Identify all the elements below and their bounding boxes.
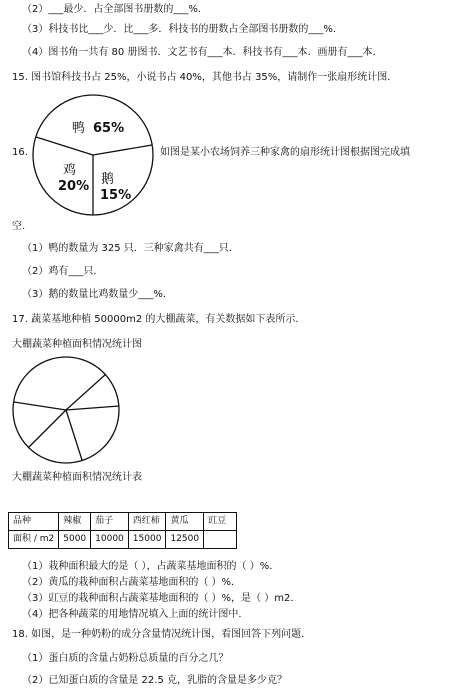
q17-part4: （4）把各种蔬菜的用地情况填入上面的统计图中． (22, 609, 249, 620)
q16-description-cont: 空． (12, 221, 32, 232)
q18-part1: （1）蛋白质的含量占奶粉总质量的百分之几？ (22, 653, 229, 664)
table-cell: 5000 (59, 531, 91, 549)
q17-part3: （3）豇豆的栽种面积占蔬菜基地面积的（ ）%，是（ ）m2． (22, 593, 301, 604)
q18-text: 18. 如图，是一种奶粉的成分含量情况统计图，看图回答下列问题． (12, 629, 312, 640)
table-cell: 15000 (128, 531, 166, 549)
q17-part1: （1）栽种面积最大的是（ ），占蔬菜基地面积的（ ）%． (22, 561, 280, 572)
q18-part2: （2）已知蛋白质的含量是 22.5 克，乳脂的含量是多少克？ (22, 675, 287, 686)
table-header-row (9, 513, 237, 531)
pie-value-duck: 65% (93, 121, 125, 136)
table-cell: 12500 (166, 531, 204, 549)
q17-chart-title: 大棚蔬菜种植面积情况统计图 (12, 339, 142, 350)
table-header-cell: 辣椒 (59, 513, 91, 531)
table-header-cell: 西红柿 (128, 513, 166, 531)
pie-value-goose: 15% (100, 188, 132, 203)
q16-part1: （1）鸭的数量为 325 只．三种家禽共有___只． (22, 243, 239, 254)
q17-empty-pie-chart (10, 354, 122, 466)
q14-part4: （4）图书角一共有 80 册图书．文艺书有___本．科技书有___本．画册有___本． (22, 47, 383, 58)
q14-part3: （3）科技书比___少．比___多．科技书的册数占全部图书册数的___%． (22, 24, 343, 35)
q17-data-table (8, 512, 237, 549)
q16-description: 如图是某小农场饲养三种家禽的扇形统计图根据图完成填 (160, 147, 410, 158)
table-header-cell: 品种 (9, 513, 59, 531)
q16-pie-chart (30, 92, 156, 218)
q15-text: 15. 图书馆科技书占 25%，小说书占 40%，其他书占 35%，请制作一张扇形统计图． (12, 72, 398, 83)
table-cell: 10000 (91, 531, 129, 549)
table-header-cell: 豇豆 (204, 513, 237, 531)
pie-label-goose: 鹅 (101, 172, 115, 187)
pie-label-duck: 鸭 (72, 121, 86, 136)
q17-table-title: 大棚蔬菜种植面积情况统计表 (12, 472, 142, 483)
q14-part2: （2）___最少．占全部图书册数的___%． (22, 4, 208, 15)
table-row (9, 531, 237, 549)
table-cell (204, 531, 237, 549)
q16-number: 16. (12, 147, 28, 158)
table-row-label: 面积 / m2 (9, 531, 59, 549)
table-header-cell: 黄瓜 (166, 513, 204, 531)
q16-part2: （2）鸡有___只． (22, 266, 104, 277)
q16-part3: （3）鹅的数量比鸡数量少___%． (22, 289, 173, 300)
pie-value-chicken: 20% (58, 179, 90, 194)
q17-text: 17. 蔬菜基地种植 50000m2 的大棚蔬菜，有关数据如下表所示． (12, 314, 306, 325)
q17-part2: （2）黄瓜的栽种面积占蔬菜基地面积的（ ）%． (22, 577, 242, 588)
table-header-cell: 茄子 (91, 513, 129, 531)
pie-label-chicken: 鸡 (63, 163, 77, 178)
